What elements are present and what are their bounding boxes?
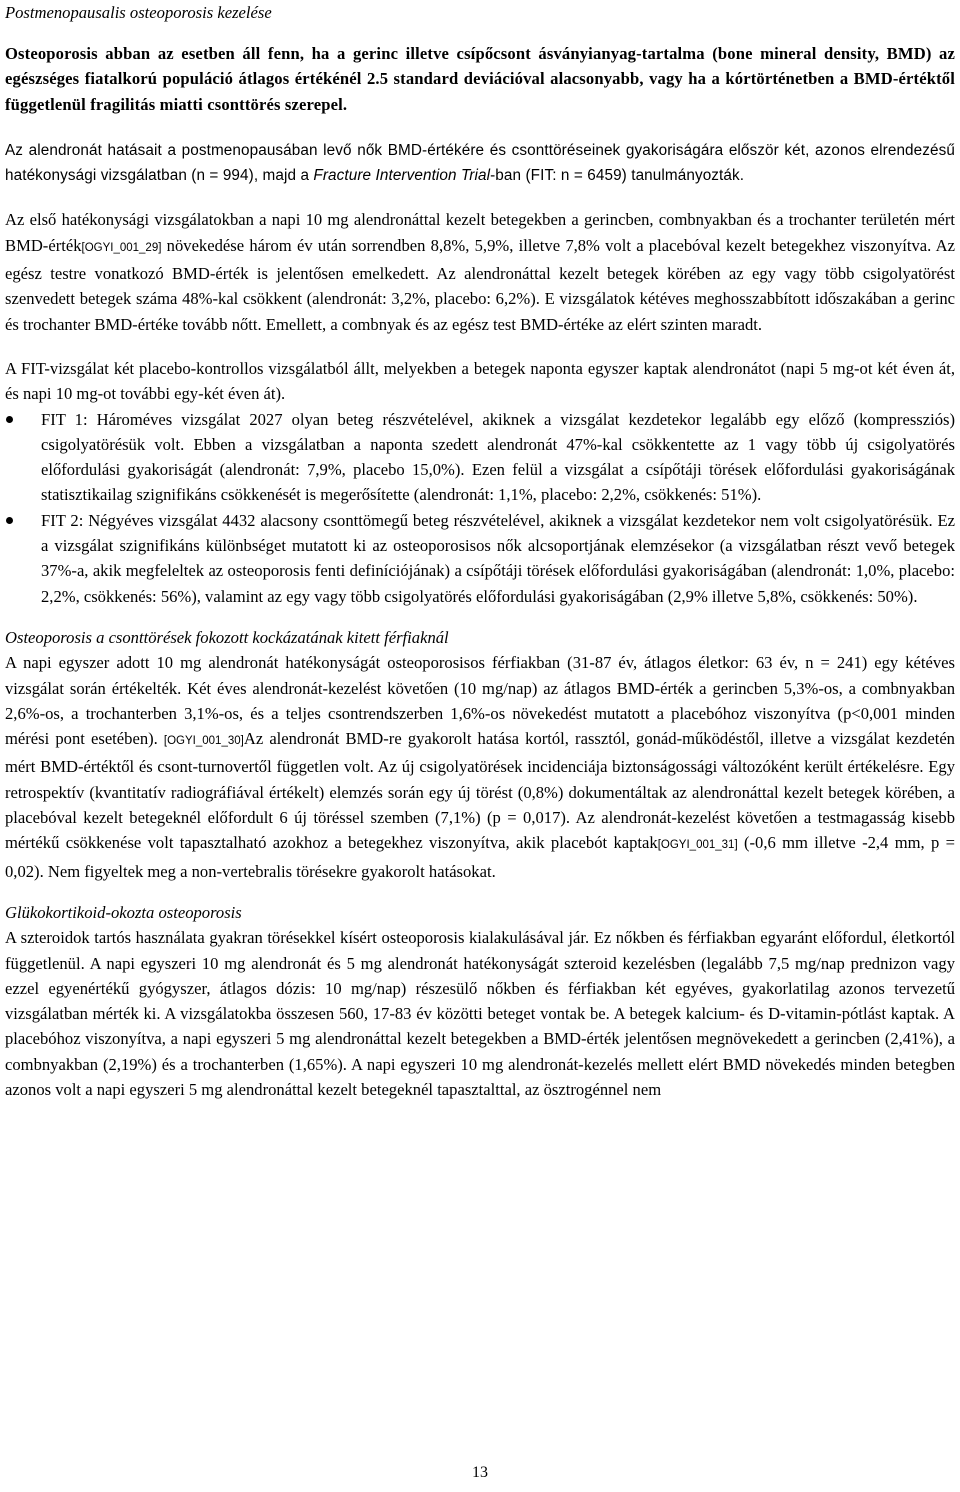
fit-intro-paragraph: A FIT-vizsgálat két placebo-kontrollos vizsgálatból állt, melyekben a betegek naponta egyszer kaptak alendronátot (napi 5 mg-ot két éven át, és napi 10 mg-ot további egy-két éven át). [5,358,955,404]
efficacy-paragraph [5,207,955,336]
glucocorticoid-paragraph: A szteroidok tartós használata gyakran törésekkel kísért osteoporosis kialakulásával jár. Ez nőkben és férfiakban egyaránt előfordul, életkortól függetlenül. A napi egyszeri 10 mg alendronát és 5 mg alendronát hatékonyságát szteroid kezelésben (legalább 7,5 mg/nap prednizon vagy ezzel egyenértékű gyógyszer, átlagos dózis: 10 mg/nap) részesülő nőkben és férfiakban két egyéves, gyakorlatilag azonos tervezetű vizsgálatban mérték ki. A vizsgálatokba összesen 560, 17-83 év közötti beteget vontak be. A betegek kalcium- és D-vitamin-pótlást kaptak. A placebóhoz viszonyítva, a napi egyszeri 5 mg alendronáttal kezelt betegekben a BMD-érték jelentősen megnövekedett a gerincben (2,41%), a combnyakban (2,19%) és a trochanterben (1,65%). A napi egyszeri 10 mg alendronát-kezelés mellett elért BMD növekedés minden betegben azonos volt a napi egyszeri 5 mg alendronáttal kezelt betegeknél tapasztalttal, az ösztrogénnel nem [5,928,955,1099]
trial-name: Fracture Intervention Trial [313,167,491,185]
efficacy-text-after: növekedése három év után sorrendben 8,8%, 5,9%, illetve 7,8% volt a placebóval kezelt betegekhez viszonyítva. Az egész testre vonatkozó BMD-érték is jelentősen emelkedett. Az alendronáttal kezelt betegek körében az egy vagy több csigolyatörést szenvedett betegek száma 48%-kal csökkent (alendronát: 3,2%, placebo: 6,2%). E vizsgálatok kétéves meghosszabbított időszakában a gerinc és trochanter BMD-értéke tovább nőtt. Emellett, a combnyak és az egész test BMD-értéke az elért szinten maradt. [5,235,955,334]
section-heading-postmenopausal: Postmenopausalis osteoporosis kezelése [5,3,272,22]
bullet-icon [6,416,13,423]
intro-paragraph [5,138,955,189]
fit1-text: FIT 1: Hároméves vizsgálat 2027 olyan beteg részvételével, akiknek a vizsgálat kezdetekor legalább egy előző (kompressziós) csigolyatörésük volt. Ebben a vizsgálatban a naponta szedett alendronát 47%-kal csökkentette az 1 vagy több új csigolyatörés előfordulási gyakoriságát (alendronát: 7,9%, placebo 15,0%). Ezen felül a vizsgálat a csípőtáji törések előfordulási gyakoriságának statisztikailag szignifikáns csökkenését is megerősítette (alendronát: 1,1%, placebo: 2,2%, csökkenés: 51%). [41,409,955,505]
reference-marker: [OGYI_001_30] [163,735,244,748]
section-heading-glucocorticoid: Glükokortikoid-okozta osteoporosis [5,902,242,922]
men-text-1: A napi egyszer adott 10 mg alendronát hatékonyságát osteoporosisos férfiakban (31-87 év, átlagos életkor: 63 év, n = 241) egy kétéves vizsgálat során értékelték. Két éves alendronát-kezelést követően (10 mg/nap) az átlagos BMD-érték a gerincben 5,3%-os, a combnyakban 2,6%-os, a trochanterben 3,1%-os, és a teljes csontrendszerben 1,6%-os növekedést mutatott a placebóhoz viszonyítva (p<0,001 minden mérési pont esetében). [5,653,955,749]
efficacy-text-before: Az első hatékonysági vizsgálatokban a napi 10 mg alendronáttal kezelt betegekben a gerincben, combnyakban és a trochanter területén mért BMD-érték [5,210,955,255]
list-item [5,508,955,609]
intro-text-before: Az alendronát hatásait a postmenopausában levő nők BMD-értékére és csonttöréseinek gyakoriságára először két, azonos elrendezésű hatékonysági vizsgálatban (n = 994), majd a [5,141,955,185]
list-item [5,407,955,508]
definition-paragraph: Osteoporosis abban az esetben áll fenn, ha a gerinc illetve csípőcsont ásványianyag-tartalma (bone mineral density, BMD) az egészséges fiatalkorú populáció átlagos értékénél 2.5 standard deviációval alacsonyabb, vagy ha a kórtörténetben a BMD-értéktől függetlenül fragilitás miatti csonttörés szerepel. [5,44,955,114]
intro-text-after: -ban (FIT: n = 6459) tanulmányozták. [490,167,745,185]
page-number: 13 [472,1464,488,1481]
fit-bullet-list [5,407,955,609]
men-text-3: (-0,6 mm illetve -2,4 mm, p = 0,02). Nem figyeltek meg a non-vertebralis törésekre gyakorolt hatásokat. [5,833,955,881]
fit2-text: FIT 2: Négyéves vizsgálat 4432 alacsony csonttömegű beteg részvételével, akiknek a vizsgálat kezdetekor nem volt csigolyatörésük. Ez a vizsgálat szignifikáns különbséget mutatott ki az osteoporosisos nők alcsoportjának elemzésekor (a vizsgálatban részt vevő betegek 37%-a, akik megfeleltek az osteoporosis fenti definíciójának) a csípőtáji törések előfordulási gyakoriságában (alendronát: 1,0%, placebo: 2,2%, csökkenés: 56%), valamint az egy vagy több csigolyatörés előfordulási gyakoriságában (2,9% illetve 5,8%, csökkenés: 50%). [41,510,955,606]
reference-marker: [OGYI_001_29] [81,241,162,254]
bullet-icon [6,517,13,524]
men-paragraph [5,650,955,884]
reference-marker: [OGYI_001_31] [657,839,738,852]
men-text-2: Az alendronát BMD-re gyakorolt hatása kortól, rassztól, gonád-működéstől, illetve a vizsgálat kezdetén mért BMD-értéktől és csont-turnovertől független volt. Az új csigolyatörések incidenciája biztonságossági változóként került értékelésre. Egy retrospektív (kvantitatív radiográfiával értékelt) elemzés során egy új törést (0,8%) dokumentáltak az alendronáttal kezelt betegek körében, a placebóval kezelt betegeknél előfordult 6 új töréssel szemben (7,1%) (p = 0,017). Az alendronát-kezelést követően a testmagasság kisebb mértékű csökkenése volt tapasztalható azokhoz a betegekhez viszonyítva, akik placebót kaptak [5,729,955,853]
document-page [5,0,955,1102]
section-heading-men: Osteoporosis a csonttörések fokozott kockázatának kitett férfiaknál [5,627,449,647]
